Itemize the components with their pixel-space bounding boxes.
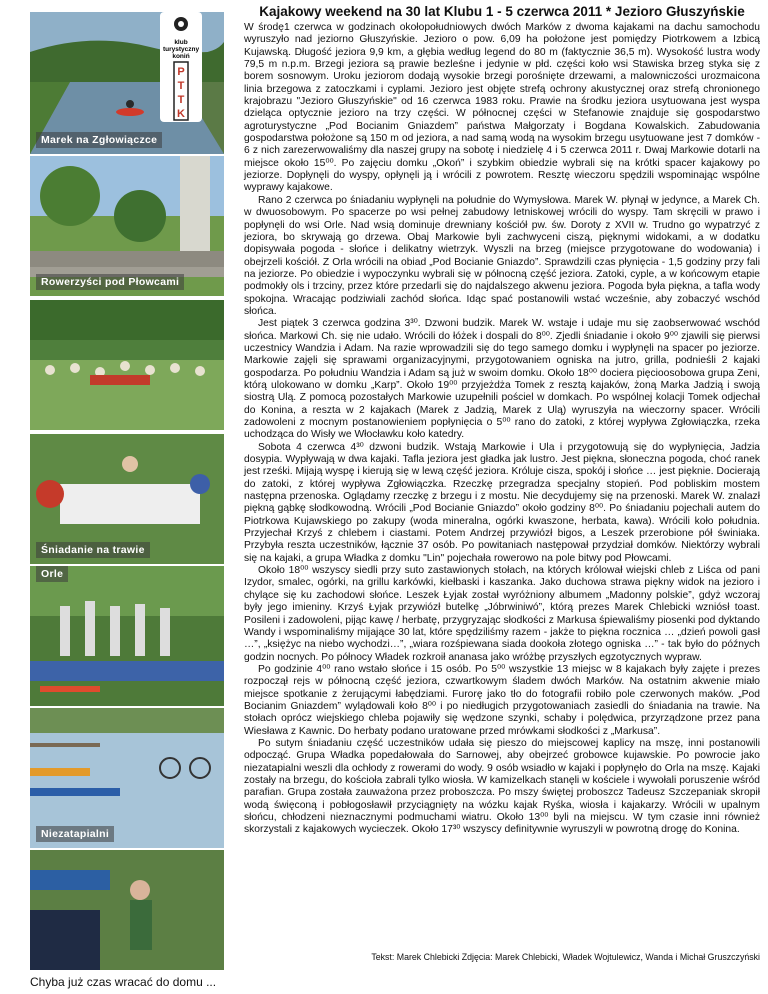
- caption-photo5: Orle: [36, 566, 68, 582]
- paragraph-3: Jest piątek 3 czerwca godzina 3³⁰. Dzwoni budzik. Marek W. wstaje i udaje mu się zaobserwować wschód słońca. Markowi Ch. się nie udało. Wrócili do łóżek i dospali do 8⁰⁰. Zjedli śniadanie i około 9⁰⁰ zjawili się pierwsi uczestnicy Wandzia i Adam. Na razie wprowadzili się do tego samego domku i wypłynęli na spacer po jeziorze. Markowie zajęli się sprawami organizacyjnymi, przygotowaniem ogniska na jutro, grilla, podnieśli 2 kajaki gospodarza. Po południu Wandzia i Adam są już w swoim domku. Około 18⁰⁰ dociera pięcioosobowa grupa Zeni, którą ulokowano w domku „Karp”. Około 19⁰⁰ przyjeżdża Tomek z resztą kajaków, żoną Marka Jadzią i swoją siostrą Ulą. Z pomocą pozostałych Markowie uzupełnili pościel w domkach. Po wspólnej kolacji Tomek odjechał do Konina, a reszta w 2 kajakach (Marek z Jadzią, Marek z Ulą) wyruszyła na wieczorny spacer. Wrócili zadowoleni z mocnym postanowieniem popłynięcia o 5⁰⁰ rano do zatoki, z której wypływa Zgłowiączka, rzeka uchodząca do Wisły we Włocławku koło katedry.: [244, 318, 760, 441]
- photo-breakfast: [30, 434, 224, 564]
- paragraph-1: W środę1 czerwca w godzinach okołopołudniowych dwóch Marków z dwoma kajakami na dachu samochodu wyruszyło nad jeziorno Głuszyńskie. Jezioro o pow. 6,09 ha położone jest pomiędzy Piotrkowem a Izbicą Kujawską. Długość jeziora 9,9 km, a głębia według legend do 80 m (faktycznie 36,5 m). Wysokość lustra wody 79,5 m n.p.m. Brzegi jeziora są prawie bezleśne i jedynie w płd. części koło wsi Stawiska brzeg styka się z borem sosnowym. Uroku jeziorom dodają wysokie brzegi porośnięte drzewami, a malowniczości urozmaicona linia brzegowa z zatoczkami i cyplami. Jezioro jest objęte strefą ochrony akustycznej oraz strefą chronionego krajobrazu "Jezioro Głuszyńskie" od 16 czerwca 1983 roku. Prawie na środku jeziora usytuowana jest wyspa dzieląca optycznie jezioro na trzy części. W północnej części w Stefanowie znajduje się gospodarstwo agroturystyczne „Pod Bocianim Gniazdem” państwa Małgorzaty i Bogdana Kowalskich. Zabudowania gospodarstwa położone są 150 m od jeziora, a nad samą wodą na wysokim brzegu usytuowane jest 7 domków - 6 z nich zarezerwowaliśmy dla naszej grupy na sobotę i niedzielę 4 i 5 czerwca 2011 r. Dwaj Markowie dotarli na miejsce około 15⁰⁰. Po zajęciu domku „Okoń” i szybkim obiedzie wybrali się na krótki spacer kajakowy po jeziorze. Dopłynęli do wyspy, opłynęli ją i wrócili z powrotem. Resztę wieczoru spędzili wspominając wspólne wyprawy kajakowe.: [244, 22, 760, 194]
- credits: Tekst: Marek Chlebicki Zdjęcia: Marek Chlebicki, Władek Wojtulewicz, Wanda i Michał Gruszczyński: [371, 952, 760, 962]
- paragraph-5: Około 18⁰⁰ wszyscy siedli przy suto zastawionych stołach, na których królował wiejski chleb z Liśca od pani Izydor, smalec, ogórki, na grillu karkówki, kiełbaski i kaszanka. Jako duchowa strawa piękny widok na jezioro i chylące się ku zachodowi słońce. Leszek Łyjak został wyróżniony albumem „Madonny polskie”, gdyż wczoraj były jego imieniny. Krzyś Łyjak przywiózł butelkę „Jóbrwiniwó”, którą prezes Marek Chlebicki wzniósł toast. Posileni i zadowoleni, pijąc kawę / herbatę, przygryzając słodkości z Markusa śpiewaliśmy piosenki pod dyktando Wandy i wspominaliśmy mijające 30 lat, które spędziliśmy razem - jakże to piękna rocznica … „dzień powoli gasł …”, „księżyc na niebo wychodzi…”, „wiara rozśpiewana siada dookoła złotego ogniska …” - tak było do późnych godzin nocnych. Po północy Władek rozkroił ananasa jako wróżbę przyszłych egzotycznych wypraw.: [244, 565, 760, 663]
- caption-photo2: Rowerzyści pod Płowcami: [36, 274, 184, 290]
- logo-line-1: klub: [174, 39, 188, 46]
- logo-letter-3: T: [177, 94, 185, 106]
- photo-cars-kayaks: [30, 850, 224, 970]
- logo-letter-1: P: [177, 66, 185, 78]
- photo-plowce: [30, 156, 224, 296]
- caption-photo7: Niezatapialni: [36, 826, 114, 842]
- pttk-logo: [160, 12, 202, 122]
- bottom-caption: Chyba już czas wracać do domu ...: [30, 975, 217, 989]
- photo-return: [30, 850, 224, 970]
- logo-letter-4: K: [177, 108, 185, 120]
- photo-group-shot: [30, 300, 224, 430]
- logo-line-2: turystyczny: [162, 46, 200, 53]
- photo-orle-church: [30, 566, 224, 706]
- paragraph-6: Po godzinie 4⁰⁰ rano wstało słońce i 15 osób. Po 5⁰⁰ wszystkie 13 miejsc w 8 kajakach były zajęte i prezes rozpoczął rejs w północną część jeziora, czwartkowym śladem dwóch Marków. Na ostatnim akwenie miało miejsce spotkanie z żerującymi łabędziami. Furorę jako tło do fotografii robiło pole czerwonych maków. „Pod Bocianim Gniazdem” wylądowali koło 8⁰⁰ i po niedługich przygotowaniach zasiedli do śniadania na trawie. Na stołach oprócz wiejskiego chleba pojawiły się wędzone szynki, schaby i polędwica, przyrządzone przez pana Wiesława z Kawnic. Do herbaty podano uratowane przed mrówkami słodkości z „Markusa”.: [244, 663, 760, 737]
- pttk-logo-graphic: [160, 12, 202, 122]
- paragraph-4: Sobota 4 czerwca 4³⁰ dzwoni budzik. Wstają Markowie i Ula i przygotowują się do wypłynięcia, Jadzia dosypia. Wypływają w dwa kajaki. Tafla jeziora jest gładka jak lustro. Jest piękna, słoneczna pogoda, choć ranek jest rześki. Mijają wyspę i kierują się w lewą część jeziora. Króluje cisza, spokój i słońce … jest pięknie. Docierają do zatoki, z której wypływa Zgłowiączka. Rzeczkę przegradza specjalny stopień. Pod pobliskim mostem następna przenoska. Oglądamy rzeczkę z brzegu i z mostu. Nie decydujemy się na przenoski. Marek W. znalazł piękną gąbkę słodkowodną. Wrócili „Pod Bocianie Gniazdo” około godziny 8⁰⁰. Po śniadaniu pojechali autem do Piotrkowa Kujawskiego po zakupy (woda mineralna, ogórki kwaszone, herbata, kawa). Wrócili koło południa. Przyjechał Krzyś z chlebem i ciastami. Potem Andrzej przywiózł bigos, a Leszek przerobione pół świniaka. Przybyła reszta uczestników, łącznie 37 osób. Po powitaniach następował przydział domków. Niektórzy wybrali się na kajaki, a grupa Władka z domku "Lin" pojechała rowerowo na pole bitwy pod Płowcami.: [244, 441, 760, 564]
- logo-letter-2: T: [177, 80, 185, 92]
- paragraph-7: Po sutym śniadaniu część uczestników udała się pieszo do miejscowej kaplicy na mszę, inni postanowili odpocząć. Grupa Władka popedałowała do Sarnowej, aby obejrzeć grobowce kujawskie. Po powrocie jako niezatapialni weszli dla ochłody z rowerami do wody. 9 osób wsiadło w kajaki i popłynęło do Orla na mszę. Kajaki zostały na brzegu, do kościoła zabrali tylko wiosła. W kamizelkach stanęli w kościele i wywołali poruszenie wśród parafian. Grupa została zauważona przez proboszcza. Po mszy świętej proboszcz Tadeusz Szczepaniak skropił wodą święconą i pobłogosławił przyciągnięty na wózku kajak Ryśka, wiosła i kajakarzy. Wrócili w upalnym słońcu, chłodzeni nieznacznymi podmuchami wiatru. Około 13⁰⁰ byli na miejscu. W tym czasie inni również skorzystali z kajakowych wycieczek. Około 17³⁰ wszyscy definitywnie wyruszyli w powrotną drogę do Konina.: [244, 737, 760, 836]
- caption-photo4: Śniadanie na trawie: [36, 542, 150, 558]
- article-body: [244, 22, 760, 837]
- paragraph-2: Rano 2 czerwca po śniadaniu wypłynęli na południe do Wymysłowa. Marek W. płynął w jedynce, a Marek Ch. w dwuosobowym. Po spacerze po wsi pełnej zabudowy letniskowej wrócili do wyspy. Tam skręcili w prawo i popłynęli do wsi Orle. Nad wsią dominuje drewniany kościół pw. św. Doroty z XVII w. Trudno go wypatrzyć z jeziora, bo skrywają go drzewa. Obaj Markowie byli zachwyceni ciszą, pięknymi widokami, a w dodatku dopisywała pogoda - słońce i delikatny wietrzyk. Wyszli na brzeg (miejsce przygotowane do wodowania) i obejrzeli kościół. Z Orla wrócili na obiad „Pod Bocianie Gniazdo”. Sprawdzili czas płynięcia - 1,5 godziny przy fali na jeziorze. Po obiedzie i wypoczynku wybrali się w północną część jeziora. Zatoki, cyple, a w końcowym etapie podmokły ols i trzciny, przez które przedarli się do najdalszego akwenu jeziora. Pogoda była piękna, a tafla wody spokojna. Wracając podziwiali zachód słońca. Idąc spać postanowili wstać wcześnie, aby zobaczyć wschód słońca.: [244, 194, 760, 317]
- caption-photo1: Marek na Zgłowiączce: [36, 132, 162, 148]
- photo-orle: [30, 566, 224, 706]
- logo-line-3: koniń: [172, 53, 190, 60]
- photo-group: [30, 300, 224, 430]
- page-title: Kajakowy weekend na 30 lat Klubu 1 - 5 czerwca 2011 * Jezioro Głuszyńskie: [259, 4, 745, 19]
- photo-niezatapialni: [30, 708, 224, 848]
